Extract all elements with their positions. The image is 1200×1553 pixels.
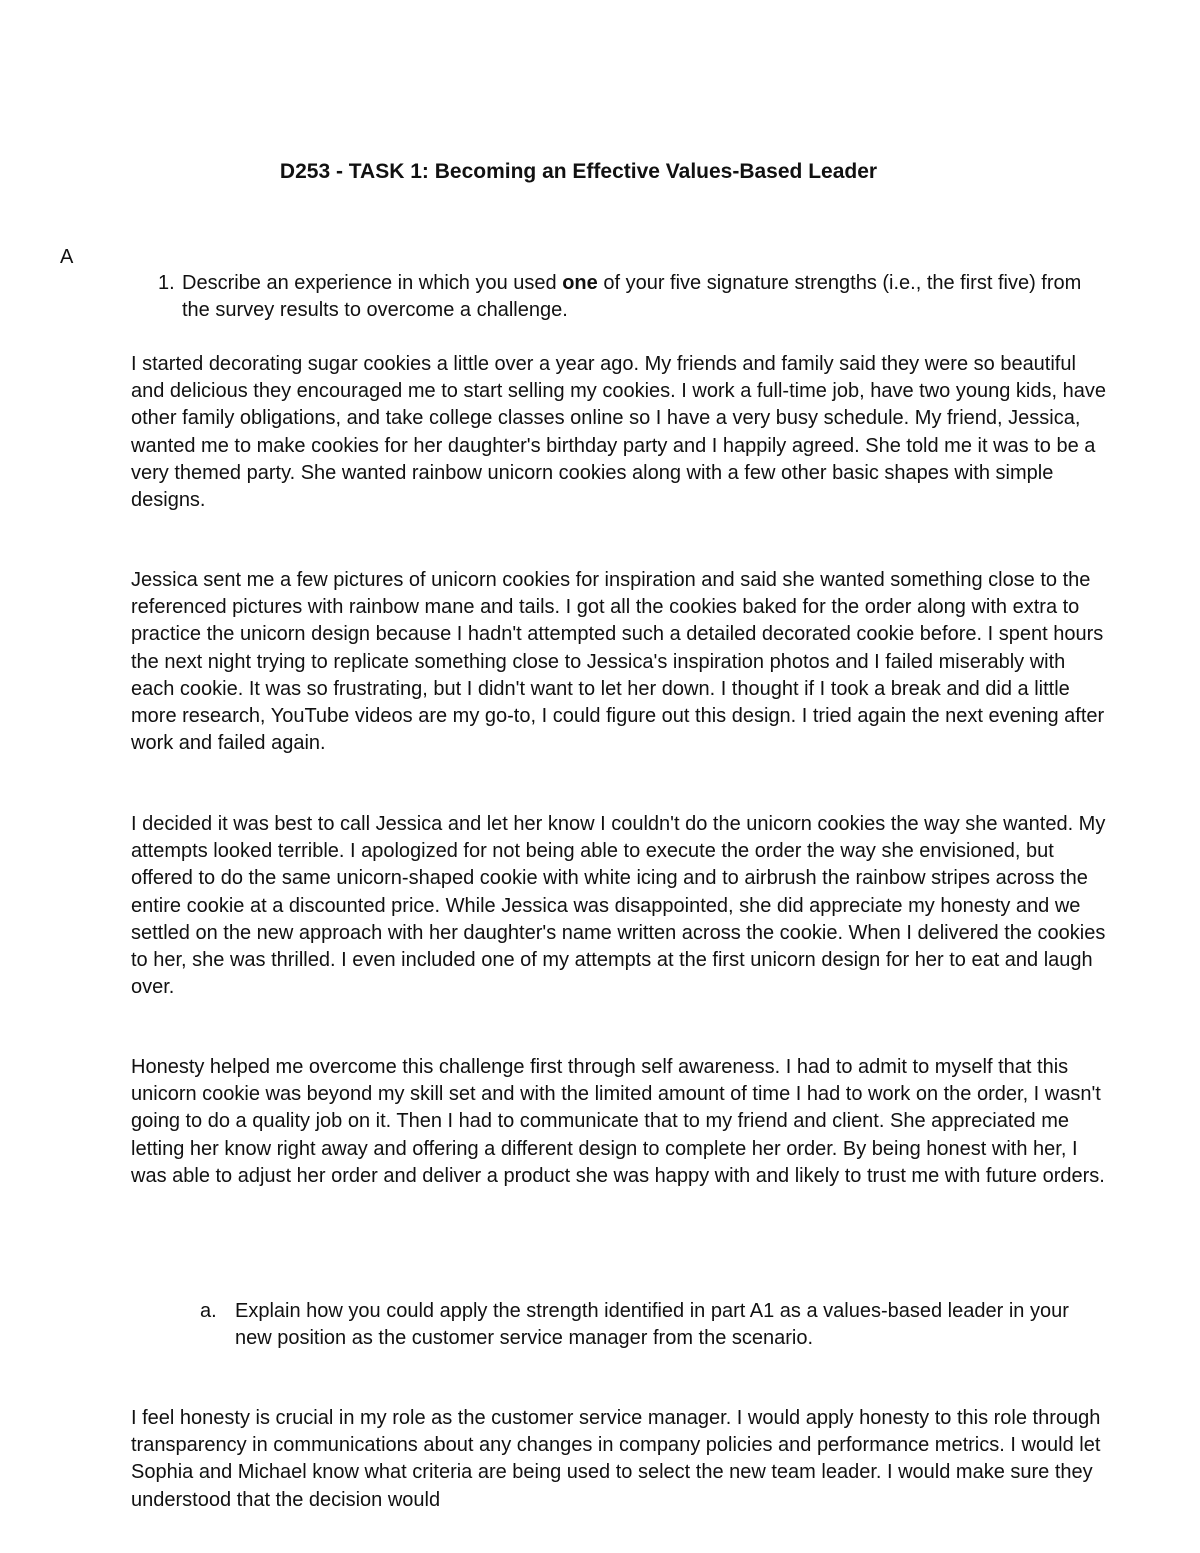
answer-paragraph-4: Honesty helped me overcome this challenge first through self awareness. I had to admit to myself that this unicorn cookie was beyond my skill set and with the limited amount of time I had to work on the order, I wasn't going to do a quality job on it. Then I had to communicate that to my friend and client. She appreciated me letting her know right away and offering a different design to complete her order. By being honest with her, I was able to adjust her order and deliver a product she was happy with and likely to trust me with future orders. (131, 1056, 1105, 1187)
answer-paragraph-3: I decided it was best to call Jessica and let her know I couldn't do the unicorn cookies the way she wanted. My attempts looked terrible. I apologized for not being able to execute the order the way she envisioned, but offered to do the same unicorn-shaped cookie with white icing and to airbrush the rainbow stripes across the entire cookie at a discounted price. While Jessica was disappointed, she did appreciate my honesty and we settled on the new approach with her daughter's name written across the cookie. When I delivered the cookies to her, she was thrilled. I even included one of my attempts at the first unicorn design for her to eat and laugh over. (131, 813, 1106, 999)
question-a-number: a. (200, 1300, 217, 1322)
question-a: Explain how you could apply the strength identified in part A1 as a values-based leader in your new position as the customer service manager from the scenario. (235, 1300, 1069, 1349)
question-1 (182, 270, 1102, 324)
document-title: D253 - TASK 1: Becoming an Effective Values-Based Leader (279, 160, 878, 183)
section-letter: A (60, 246, 74, 268)
question-1-bold-word: one (562, 272, 598, 294)
answer-paragraph-1: I started decorating sugar cookies a little over a year ago. My friends and family said they were so beautiful and delicious they encouraged me to start selling my cookies. I work a full-time job, have two young kids, have other family obligations, and take college classes online so I have a very busy schedule. My friend, Jessica, wanted me to make cookies for her daughter's birthday party and I happily agreed. She told me it was to be a very themed party. She wanted rainbow unicorn cookies along with a few other basic shapes with simple designs. (131, 353, 1106, 512)
answer-paragraph-2: Jessica sent me a few pictures of unicorn cookies for inspiration and said she wanted something close to the referenced pictures with rainbow mane and tails. I got all the cookies baked for the order along with extra to practice the unicorn design because I hadn't attempted such a detailed decorated cookie before. I spent hours the next night trying to replicate something close to Jessica's inspiration photos and I failed miserably with each cookie. It was so frustrating, but I didn't want to let her down. I thought if I took a break and did a little more research, YouTube videos are my go-to, I could figure out this design. I tried again the next evening after work and failed again. (131, 569, 1105, 755)
question-1-text-before: Describe an experience in which you used (182, 272, 563, 294)
question-1-number: 1. (158, 272, 175, 294)
answer-a-paragraph: I feel honesty is crucial in my role as the customer service manager. I would apply honesty to this role through transparency in communications about any changes in company policies and performance metrics. I would let Sophia and Michael know what criteria are being used to select the new team leader. I would make sure they understood that the decision would (131, 1407, 1101, 1511)
question-1-text-after: of your five signature strengths (i.e., the first five) from the survey results to overcome a challenge. (182, 272, 1082, 321)
